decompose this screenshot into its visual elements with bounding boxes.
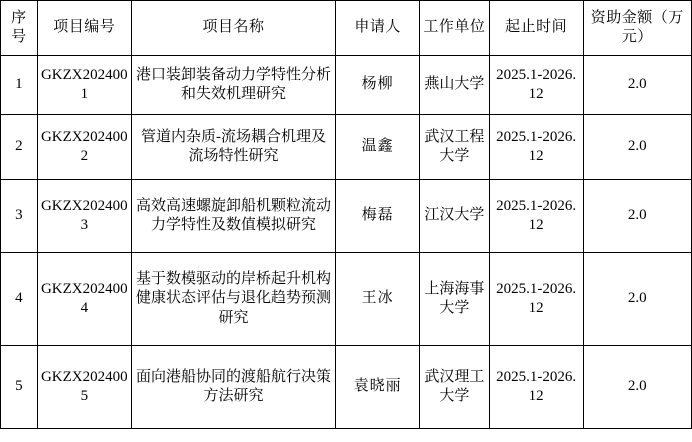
cell-no: 3 [1,180,38,253]
cell-unit: 武汉工程大学 [420,115,490,180]
cell-amount: 2.0 [583,253,691,346]
cell-amount: 2.0 [583,180,691,253]
cell-person: 温鑫 [336,115,420,180]
table-header [1,1,692,56]
cell-unit: 江汉大学 [420,180,490,253]
cell-amount: 2.0 [583,115,691,180]
table-header-row [1,1,692,56]
column-header-code: 项目编号 [37,1,131,56]
column-header-period: 起止时间 [489,1,583,56]
column-header-no: 序号 [1,1,38,56]
cell-no: 4 [1,253,38,346]
cell-code: GKZX2024001 [37,56,131,115]
table-row [1,346,692,429]
cell-no: 5 [1,346,38,429]
cell-title: 管道内杂质-流场耦合机理及流场特性研究 [131,115,335,180]
cell-code: GKZX2024005 [37,346,131,429]
table-row [1,253,692,346]
cell-period: 2025.1-2026.12 [489,180,583,253]
cell-no: 2 [1,115,38,180]
cell-period: 2025.1-2026.12 [489,56,583,115]
table-row [1,180,692,253]
cell-code: GKZX2024004 [37,253,131,346]
cell-person: 梅磊 [336,180,420,253]
column-header-amount: 资助金额（万元） [583,1,691,56]
cell-title: 高效高速螺旋卸船机颗粒流动力学特性及数值模拟研究 [131,180,335,253]
cell-title: 港口装卸装备动力学特性分析和失效机理研究 [131,56,335,115]
cell-code: GKZX2024002 [37,115,131,180]
cell-unit: 上海海事大学 [420,253,490,346]
cell-unit: 武汉理工大学 [420,346,490,429]
column-header-unit: 工作单位 [420,1,490,56]
column-header-person: 申请人 [336,1,420,56]
cell-title: 基于数模驱动的岸桥起升机构健康状态评估与退化趋势预测研究 [131,253,335,346]
cell-person: 杨柳 [336,56,420,115]
cell-amount: 2.0 [583,346,691,429]
cell-no: 1 [1,56,38,115]
table-body [1,56,692,429]
cell-title: 面向港船协同的渡船航行决策方法研究 [131,346,335,429]
table-row [1,115,692,180]
cell-period: 2025.1-2026.12 [489,253,583,346]
cell-code: GKZX2024003 [37,180,131,253]
cell-person: 王冰 [336,253,420,346]
table-row [1,56,692,115]
cell-amount: 2.0 [583,56,691,115]
cell-person: 袁晓丽 [336,346,420,429]
cell-period: 2025.1-2026.12 [489,115,583,180]
column-header-title: 项目名称 [131,1,335,56]
cell-period: 2025.1-2026.12 [489,346,583,429]
cell-unit: 燕山大学 [420,56,490,115]
